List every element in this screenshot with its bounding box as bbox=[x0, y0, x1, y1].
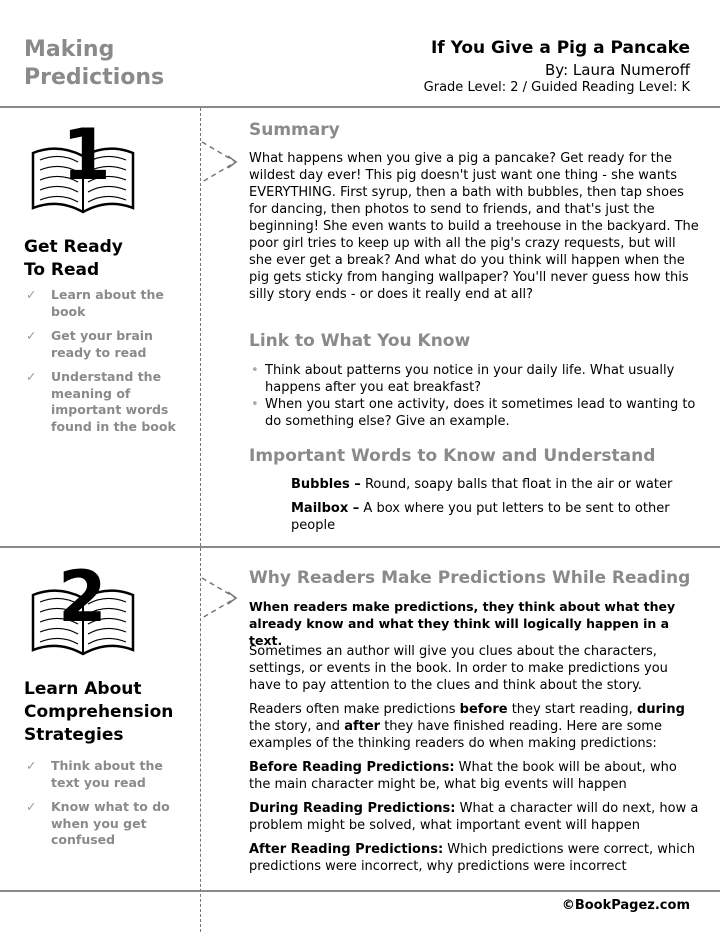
word-entry bbox=[291, 476, 691, 493]
checklist-item-label: Understand the meaning of important words found in the book bbox=[51, 369, 176, 434]
during-label: During Reading Predictions: bbox=[249, 801, 456, 816]
link-bullets bbox=[249, 362, 699, 430]
words-heading: Important Words to Know and Understand bbox=[249, 446, 656, 466]
step-2-heading-line3: Strategies bbox=[24, 725, 124, 745]
step-2-badge bbox=[28, 556, 138, 662]
checklist-item bbox=[24, 287, 194, 320]
before-label: Before Reading Predictions: bbox=[249, 760, 455, 775]
dashed-arrow-icon bbox=[200, 140, 240, 184]
before-text: What the book will be about, who the main character might be, what big events will happen bbox=[249, 760, 677, 792]
doc-title-line1: Making bbox=[24, 37, 115, 62]
step-1-badge bbox=[28, 114, 138, 220]
step-2-heading-line2: Comprehension bbox=[24, 702, 174, 722]
text-run: they have finished reading. Here are some examples of the thinking readers do when making predictions: bbox=[249, 719, 662, 751]
text-run-bold: during bbox=[636, 702, 685, 717]
during-text: What a character will do next, how a problem might be solved, what important event will happen bbox=[249, 801, 699, 833]
book-author: By: Laura Numeroff bbox=[545, 61, 690, 79]
checklist-item bbox=[24, 758, 194, 791]
grade-level: Grade Level: 2 / Guided Reading Level: K bbox=[423, 80, 690, 95]
text-run: the story, and bbox=[249, 719, 345, 734]
word-term: Bubbles – bbox=[291, 477, 361, 492]
step-number: 2 bbox=[58, 556, 107, 638]
check-mark-icon: ✓ bbox=[26, 369, 37, 384]
word-definition: A box where you put letters to be sent to other people bbox=[291, 501, 670, 533]
summary-text: What happens when you give a pig a pancake? Get ready for the wildest day ever! This pig doesn't just want one thing - she wants EVERYTHING. First syrup, then a bath with bubbles, then tap shoes for dancing, then photos to send to friends, and that's just the beginning! She even wants to build a treehouse in the backyard. The poor girl tries to keep up with all the pig's crazy requests, but will she ever get a break? And what do you think will happen when the pig gets sticky from hanging wallpaper? You'll never guess how this silly story ends - or does it really end at all? bbox=[249, 151, 699, 302]
checklist-item bbox=[24, 328, 194, 361]
after-predictions bbox=[249, 841, 699, 875]
copyright: ©BookPagez.com bbox=[561, 898, 690, 913]
why-heading: Why Readers Make Predictions While Reading bbox=[249, 568, 691, 588]
step-number: 1 bbox=[62, 114, 111, 196]
footer-divider bbox=[0, 890, 720, 892]
doc-title-line2: Predictions bbox=[24, 65, 165, 90]
bullet-icon: • bbox=[251, 397, 259, 412]
text-run-bold: before bbox=[459, 702, 508, 717]
before-predictions bbox=[249, 759, 699, 793]
why-intro: When readers make predictions, they think about what they already know and what they think will logically happen in a text. bbox=[249, 599, 676, 648]
word-entry bbox=[291, 500, 691, 534]
list-item-text: Think about patterns you notice in your daily life. What usually happens after you eat breakfast? bbox=[265, 363, 675, 395]
list-item bbox=[249, 362, 699, 396]
checklist-item-label: Think about the text you read bbox=[51, 758, 163, 790]
why-paragraph-2 bbox=[249, 701, 699, 752]
checklist-item bbox=[24, 799, 194, 849]
checklist-item-label: Learn about the book bbox=[51, 287, 164, 319]
step-1-checklist bbox=[24, 287, 194, 443]
word-definition: Round, soapy balls that float in the air or water bbox=[360, 477, 673, 492]
text-run-bold: after bbox=[344, 719, 381, 734]
checklist-item-label: Get your brain ready to read bbox=[51, 328, 153, 360]
summary-heading: Summary bbox=[249, 120, 340, 140]
step-2-heading-line1: Learn About bbox=[24, 679, 142, 699]
header-divider bbox=[0, 106, 720, 108]
check-mark-icon: ✓ bbox=[26, 799, 37, 814]
list-item bbox=[249, 396, 699, 430]
check-mark-icon: ✓ bbox=[26, 287, 37, 302]
section-divider bbox=[0, 546, 720, 548]
step-2-heading bbox=[24, 678, 173, 747]
doc-title bbox=[24, 36, 164, 92]
step-1-heading bbox=[24, 236, 123, 282]
check-mark-icon: ✓ bbox=[26, 328, 37, 343]
step-1-heading-line2: To Read bbox=[24, 260, 100, 280]
text-run: Readers often make predictions bbox=[249, 702, 460, 717]
during-predictions bbox=[249, 800, 699, 834]
dashed-arrow-icon bbox=[200, 576, 240, 620]
step-1-heading-line1: Get Ready bbox=[24, 237, 123, 257]
word-term: Mailbox – bbox=[291, 501, 360, 516]
checklist-item bbox=[24, 369, 194, 435]
checklist-item-label: Know what to do when you get confused bbox=[51, 799, 170, 847]
step-2-checklist bbox=[24, 758, 194, 857]
after-label: After Reading Predictions: bbox=[249, 842, 444, 857]
after-text: Which predictions were correct, which predictions were incorrect, why predictions were incorrect bbox=[249, 842, 696, 874]
link-heading: Link to What You Know bbox=[249, 331, 471, 351]
bullet-icon: • bbox=[251, 363, 259, 378]
why-paragraph-1: Sometimes an author will give you clues about the characters, settings, or events in the book. In order to make predictions you have to pay attention to the clues and think about the story. bbox=[249, 644, 668, 693]
text-run: they start reading, bbox=[507, 702, 637, 717]
check-mark-icon: ✓ bbox=[26, 758, 37, 773]
book-title: If You Give a Pig a Pancake bbox=[430, 38, 690, 58]
list-item-text: When you start one activity, does it sometimes lead to wanting to do something else? Give an example. bbox=[265, 397, 696, 429]
